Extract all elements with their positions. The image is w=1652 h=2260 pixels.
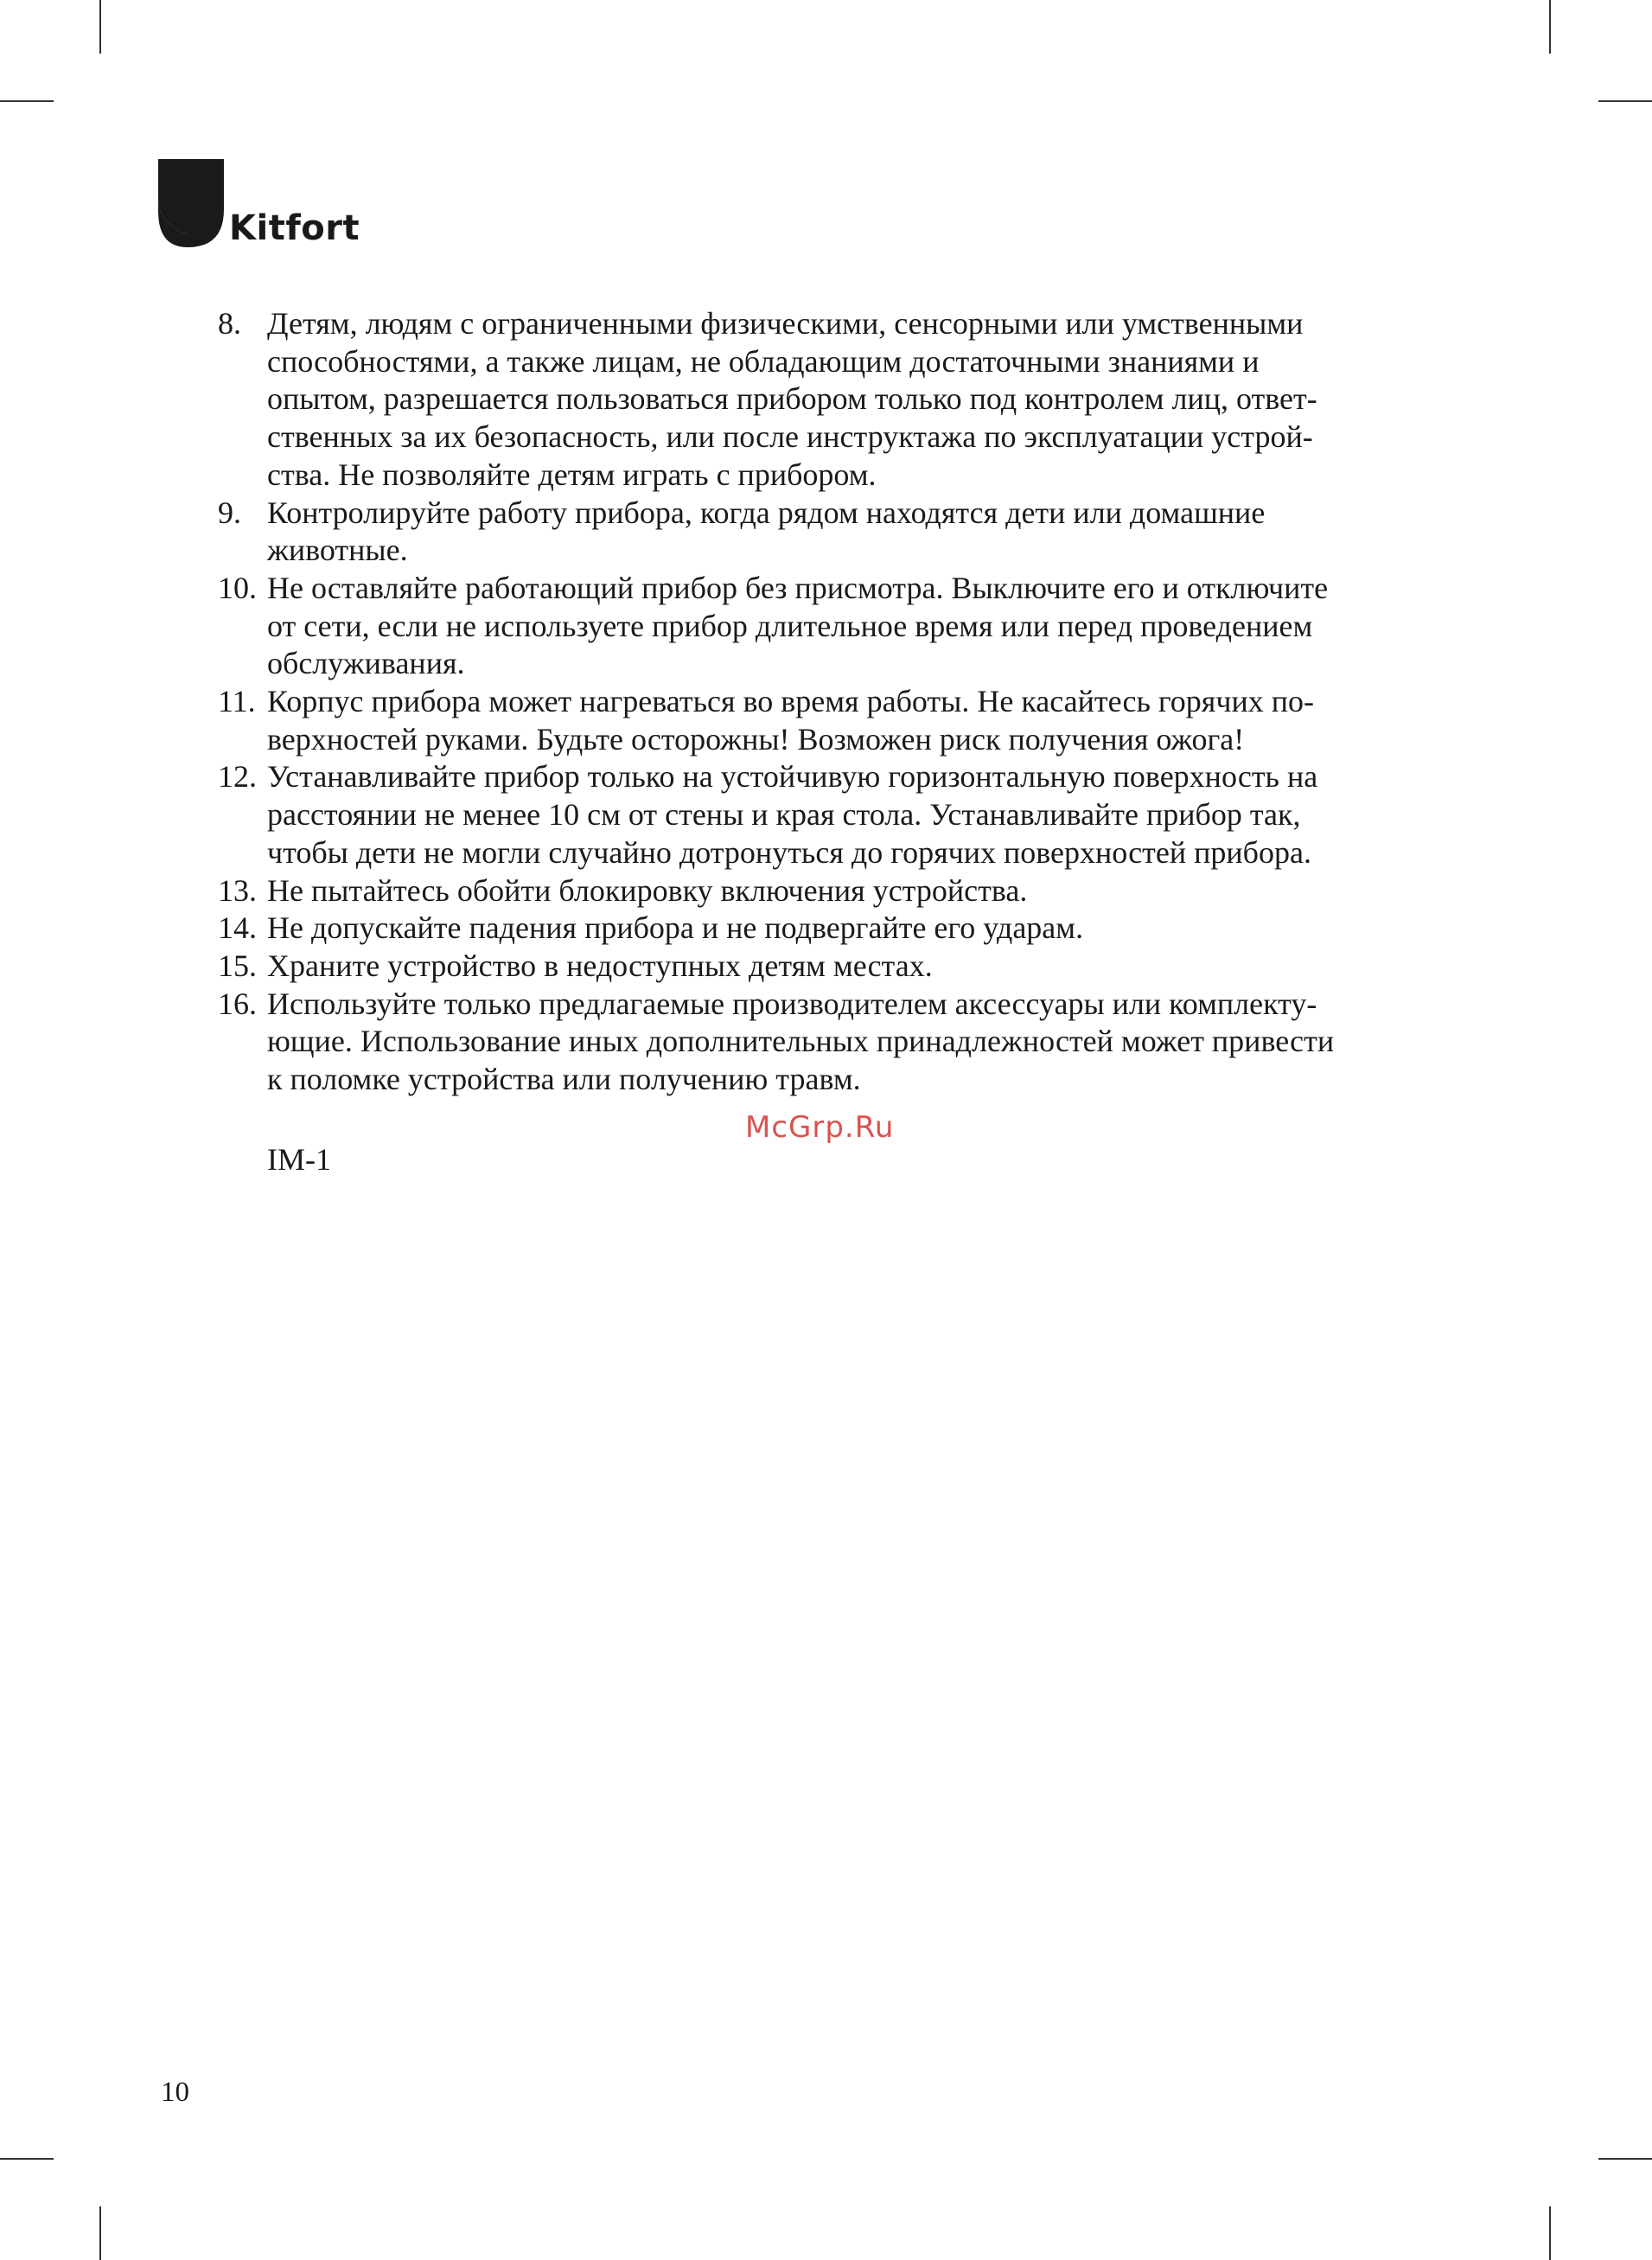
brand-logo	[158, 159, 360, 247]
item-text-line: ственных за их безопасность, или после инструктажа по эксплуатации устрой-	[267, 419, 1313, 455]
list-item	[218, 758, 1463, 871]
item-text-line: Устанавливайте прибор только на устойчивую горизонтальную поверхность на	[267, 759, 1318, 795]
item-text-line: опытом, разрешается пользоваться прибором только под контролем лиц, ответ-	[267, 381, 1317, 417]
crop-mark-bottom-left-vertical	[99, 2206, 101, 2260]
item-number: 11.	[218, 684, 256, 719]
item-text-line: ющие. Использование иных дополнительных принадлежностей может привести	[267, 1024, 1335, 1059]
item-number: 13.	[218, 872, 257, 908]
item-text-line: Детям, людям с ограниченными физическими, сенсорными или умственными	[267, 306, 1304, 341]
list-item	[218, 495, 1463, 570]
item-text-line: расстоянии не менее 10 см от стены и края стола. Устанавливайте прибор так,	[267, 797, 1301, 833]
item-text-line: Корпус прибора может нагреваться во время работы. Не касайтесь горячих по-	[267, 684, 1314, 719]
item-text-line: к поломке устройства или получению травм.	[267, 1062, 861, 1097]
list-item	[218, 910, 1463, 948]
item-number: 16.	[218, 986, 257, 1021]
crop-mark-top-left-horizontal	[0, 100, 54, 102]
instruction-list	[218, 305, 1463, 1099]
list-item	[218, 986, 1463, 1099]
crop-mark-top-right-horizontal	[1598, 100, 1652, 102]
item-number: 15.	[218, 948, 257, 983]
watermark-link[interactable]: McGrp.Ru	[745, 1110, 895, 1145]
instruction-code: IM-1	[267, 1142, 331, 1177]
list-item	[218, 948, 1463, 986]
safety-instructions	[218, 305, 1463, 1099]
page-number: 10	[161, 2077, 189, 2108]
brand-name: Kitfort	[229, 208, 360, 248]
item-text-line: Используйте только предлагаемые производителем аксессуары или комплекту-	[267, 986, 1317, 1021]
item-number: 9.	[218, 495, 241, 530]
list-item	[218, 570, 1463, 683]
item-number: 10.	[218, 570, 257, 605]
item-number: 14.	[218, 910, 257, 946]
item-text-line: чтобы дети не могли случайно дотронуться до горячих поверхностей прибора.	[267, 834, 1311, 870]
crop-mark-bottom-right-horizontal	[1598, 2158, 1652, 2160]
item-number: 8.	[218, 306, 241, 341]
item-text-line: ства. Не позволяйте детям играть с прибором.	[267, 456, 877, 492]
item-text-line: Не пытайтесь обойти блокировку включения устройства.	[267, 872, 1028, 908]
item-text-line: Не оставляйте работающий прибор без присмотра. Выключите его и отключите	[267, 570, 1329, 605]
crop-mark-bottom-left-horizontal	[0, 2158, 54, 2160]
crop-mark-bottom-right-vertical	[1549, 2206, 1551, 2260]
item-text-line: Не допускайте падения прибора и не подвергайте его ударам.	[267, 910, 1084, 946]
crop-mark-top-right-vertical	[1549, 0, 1551, 54]
item-text-line: Храните устройство в недоступных детям местах.	[267, 948, 933, 983]
list-item	[218, 872, 1463, 910]
kitfort-mark-icon	[158, 159, 224, 247]
list-item	[218, 305, 1463, 495]
crop-mark-top-left-vertical	[99, 0, 101, 54]
list-item	[218, 683, 1463, 758]
item-text-line: верхностей руками. Будьте осторожны! Возможен риск получения ожога!	[267, 721, 1245, 757]
item-text-line: способностями, а также лицам, не обладающим достаточными знаниями и	[267, 343, 1260, 379]
item-number: 12.	[218, 759, 257, 795]
item-text-line: животные.	[267, 533, 408, 568]
item-text-line: обслуживания.	[267, 646, 465, 681]
item-text-line: Контролируйте работу прибора, когда рядом находятся дети или домашние	[267, 495, 1266, 530]
item-text-line: от сети, если не используете прибор длительное время или перед проведением	[267, 608, 1313, 643]
